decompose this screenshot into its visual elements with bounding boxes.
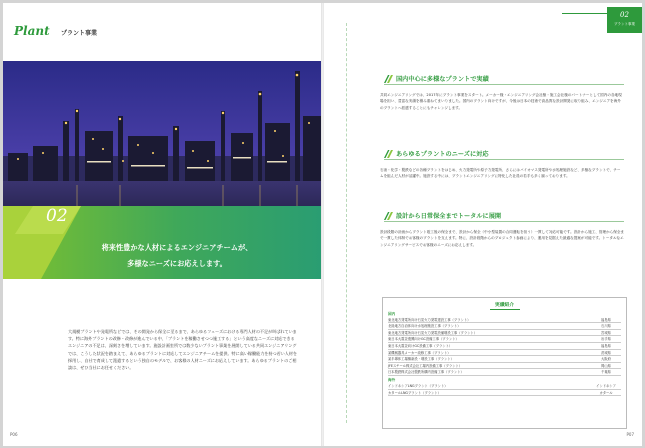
tab-number: 02 [620, 11, 629, 19]
project-location: 石川県 [601, 324, 611, 329]
project-name: 某半導体工場棟新設・増設工事（プラント） [388, 357, 454, 362]
project-location: 大阪府 [601, 357, 611, 362]
section-body-text: 共同エンジニアリングでは、2017年にプラント事業をスタート。メーカー様・エンジニアリング会社様・施工会社様のパートナーとして国内の各地現場を担い、豊富な実績を積み重ねてまいりました。国内のプラント向けですが、今後は日本の技術で高品質な設計開発に取り組み、エンジニアを海外のプラントへ派遣することにもチャレンジします。 [380, 93, 622, 110]
project-location: 宮城県 [601, 330, 611, 335]
track-row [388, 369, 621, 376]
project-location: 福島県 [601, 343, 611, 348]
plant-logo: Plant [14, 24, 50, 38]
overseas-label: 海外 [388, 377, 396, 382]
section-body-text: 設計段階の計画からプラント竣工後の保全まで、設計から保全（中小型装置の合同運転を担う）一貫して対応可能です。設計から施工、管理から保全まで一貫した体制でお客様のプラントを支えます。特に、設計段階からのプロジェクト参画により、運用を見据えた最適な提案が可能です。トータルなエンジニアリングサービスでお客様のニーズにお応えします。 [380, 230, 625, 247]
track-row [388, 317, 621, 324]
domestic-label: 国内 [388, 311, 396, 316]
track-row [388, 330, 621, 337]
project-name: 北陸地方自治体向け水処理施設工事（プラント） [388, 324, 461, 329]
track-row [388, 350, 621, 357]
left-body-text: 大規模プラントや発電所などでは、その開発から保全に至るまで、あらゆるフェーズにおける専門人材の不足が叫ばれています。特に海外プラントの改修・改修が進んでいる中、「プラントを稼働させつつ施工する」という高度なニーズに対応できるエンジニアの不足は、深刻さを増しています。施設計画室所では数少ないプラント事業を展開している共同エンジニアリングでは、こうした状況を踏まえて、あらゆるプラントに対応してエンジニアチームを提供。特に高い稼働能力を持つ若い人材を採用し、自社で育成して派遣するという独自のモデルで、お客様の人材ニーズにお応えしています。あらゆるプラントのご相談は、ぜひ当社にお任せください。 [68, 329, 298, 371]
section-title-text: 設計から日常保全までトータルに展開 [396, 213, 502, 220]
track-row [388, 356, 621, 363]
project-location: 岩手県 [601, 337, 611, 342]
track-row [388, 383, 621, 390]
section-heading [384, 210, 624, 222]
project-name: 東日本大震災復興向けGC設備工事（プラント） [388, 337, 459, 342]
project-name: 某機械器具メーカー改修工事（プラント） [388, 350, 451, 355]
left-page [3, 3, 321, 446]
project-name: インドネシアLNGプラント（プラント） [388, 383, 448, 388]
slash-bullet-icon [384, 211, 394, 221]
section-title-text: あらゆるプラントのニーズに対応 [396, 151, 489, 158]
section-total-service [380, 210, 625, 248]
section-tab [607, 7, 642, 33]
project-name: JFEスチール株式会社工場内設備工事（プラント） [388, 363, 463, 368]
section-domestic-record [380, 73, 624, 111]
track-row [388, 343, 621, 350]
band-headline-line2: 多様なニーズにお応えします。 [127, 259, 227, 268]
right-page [324, 3, 642, 446]
slash-bullet-icon [384, 149, 394, 159]
section-title: プラント事業 [61, 30, 98, 37]
band-number: 02 [46, 206, 68, 226]
project-name: カタールLNGプラント（プラント） [388, 390, 441, 395]
project-name: 東北地方発電所向け石炭火力発電建設工事（プラント） [388, 317, 471, 322]
section-heading [384, 148, 624, 160]
section-all-needs [380, 148, 624, 180]
track-record-title: 実績紹介 [494, 303, 515, 308]
track-title-underline [490, 309, 520, 310]
section-heading [384, 73, 624, 85]
track-row [388, 390, 621, 397]
headline-band [3, 206, 321, 279]
project-location: インドネシア [596, 383, 616, 388]
page-number-left: P06 [10, 432, 18, 437]
band-headline-line1: 将来性豊かな人材によるエンジニアチームが、 [101, 243, 253, 252]
dashed-guide-line [346, 23, 347, 423]
project-location: 千葉県 [601, 370, 611, 375]
section-title-text: 国内中心に多様なプラントで実績 [396, 76, 489, 83]
section-body-text: 石油・化学・製鉄などの各種プラントをはじめ、火力発電所や原子力発電所、さらにはバイオマス発電所や水処理施設など、多様なプラントで、チームを組んだ人材が活躍中。施設する中には、プラントエンジニアリングに特化した社員の若手も多く揃っております。 [380, 168, 621, 179]
track-row [388, 323, 621, 330]
project-name: 日本製鉄株式会社製鉄所構内設備工事（プラント） [388, 370, 464, 375]
page-number-right: P07 [626, 432, 634, 437]
project-name: 東北地方発電所向け石炭火力発電設備増設工事（プラント） [388, 330, 478, 335]
track-row [388, 336, 621, 343]
project-location: 福島県 [601, 317, 611, 322]
track-row [388, 363, 621, 370]
tab-connector-line [562, 13, 607, 14]
project-location: 岡山県 [601, 363, 611, 368]
project-location: 茨城県 [601, 350, 611, 355]
project-location: カタール [599, 390, 613, 395]
slash-bullet-icon [384, 74, 394, 84]
track-record-box [382, 297, 627, 429]
project-name: 東日本大震災向けGC設備工事（プラント） [388, 343, 453, 348]
tab-label: プラント事業 [614, 22, 635, 26]
